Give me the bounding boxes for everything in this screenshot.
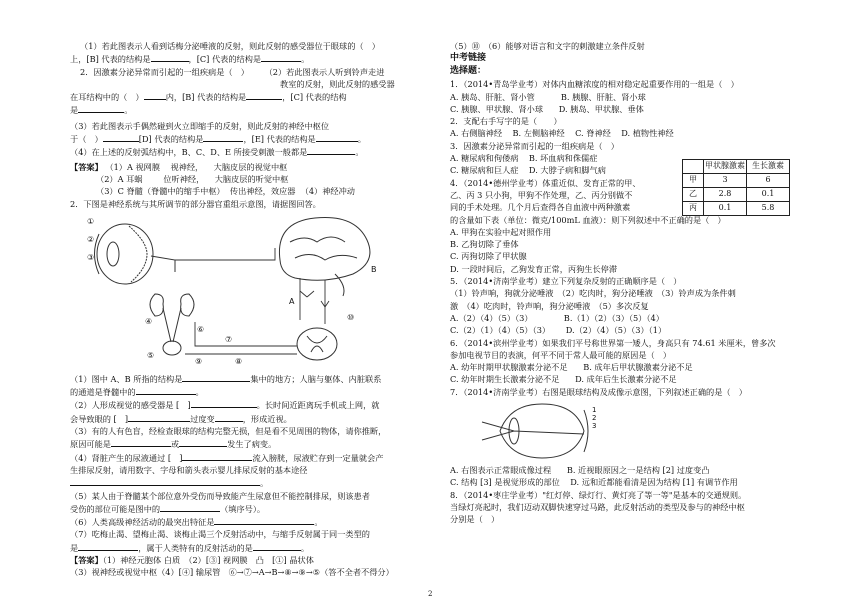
- question-5: 5．（2014•济南学业考）建立下列复杂反射的正确顺序是（ ）: [450, 276, 682, 287]
- table-cell: 乙: [683, 188, 704, 202]
- page-number: 2: [428, 590, 433, 598]
- question-8: 分别是（ ）: [450, 514, 500, 525]
- question-2: 2．支配右手写字的是（ ）: [450, 116, 562, 127]
- table-header-row: [683, 160, 790, 174]
- answer1-row: 【答案】 （1）A 视网膜 视神经， 大脑皮层的视觉中枢: [70, 161, 288, 172]
- q2-line: 是 ，属于人类特有的反射活动的是 。: [70, 542, 310, 553]
- table-header: 甲状腺激素: [704, 160, 747, 174]
- q1-line: 上，[B] 代表的结构是 ，[C] 代表的结构是 。: [70, 54, 310, 65]
- eye-label-1: 1: [592, 406, 597, 415]
- left-column: [70, 40, 435, 579]
- q4-option: C. 丙狗切除了甲状腺: [450, 251, 527, 262]
- q1-line: （3）若此图表示手偶然碰到火立即缩手的反射，则此反射的神经中枢位: [70, 120, 330, 131]
- right-column: [450, 40, 795, 526]
- section-heading: 中考链接: [450, 53, 487, 64]
- question-8: 当绿灯亮起时，我们迈动双脚快速穿过马路，此反射活动的类型及参与的神经中枢: [450, 501, 745, 512]
- table-cell: 3: [704, 174, 747, 188]
- q2-line: （1）图中 A、B 所指的结构是 集中的地方；人脑与躯体、内脏联系: [70, 373, 382, 384]
- question-7: 7．（2014•济南学业考）右图是眼球结构及成像示意图，下列叙述正确的是（ ）: [450, 386, 747, 397]
- q2-title: 2．下图是神经系统与其所调节的部分器官重组示意图，请据图回答。: [70, 198, 321, 209]
- table-row: [683, 188, 790, 202]
- q2-line: 的通道是脊髓中的 。: [70, 387, 204, 398]
- table-cell: 丙: [683, 202, 704, 216]
- eye-label-2: 2: [592, 414, 597, 423]
- answer1-row: （2）A 耳蜗 位听神经， 大脑皮层的听觉中枢: [96, 173, 289, 184]
- table-cell: 6: [747, 174, 790, 188]
- q2-line: 原因可能是 或 发生了病变。: [70, 439, 277, 450]
- q2-line: 会导致眼的 [ ] 过度变 ，形成近视。: [70, 413, 292, 424]
- answer1-row: （3）C 脊髓（脊髓中的缩手中枢） 传出神经，效应器 （4）神经冲动: [96, 186, 355, 197]
- label-1: ①: [87, 216, 95, 226]
- table-cell: 0.1: [747, 188, 790, 202]
- q2-line: （6）人类高级神经活动的最突出特征是 。: [70, 517, 323, 528]
- label-8: ⑧: [235, 356, 243, 366]
- q2-line: 。: [70, 476, 435, 489]
- q2-line: （3）有的人有色盲，经检查眼球的结构完整无损，但是看不见周围的物体，请你推断，: [70, 426, 387, 437]
- q4-option: A. 甲狗在实验中起对照作用: [450, 226, 552, 237]
- q7-options: C. 结构 [3] 是视觉形成的部位 D. 远和近都能看清是因为结构 [1] 有调节作用: [450, 477, 738, 488]
- q5-items: 激 （4）吃肉时，铃声响，狗分泌唾液 （5）多次反复: [450, 300, 649, 311]
- question-4: 4．（2014•德州学业考）体重近似、发育正常的甲、: [450, 177, 641, 188]
- eye-drawing: [95, 224, 176, 284]
- table-row: [683, 202, 790, 216]
- q1-line: （1）若此图表示人看到话梅分泌唾液的反射，则此反射的感受器位于眼球的（ ）: [80, 41, 380, 51]
- question-4: 同的手术处理。几个月后查得各自血液中两种激素: [450, 202, 631, 213]
- table-cell: 5.8: [747, 202, 790, 216]
- q1-line: （4）在上述的反射弧结构中，B、C、D、E 所接受刺激一般都是 。: [70, 147, 364, 158]
- q1-options: C. 胰腺、甲状腺、肾小球 D. 胰岛、甲状腺、垂体: [450, 103, 644, 114]
- label-9: ⑨: [195, 356, 203, 366]
- label-10: ⑩: [347, 312, 355, 322]
- q2-line: （2）人形成视觉的感受器是 [ ] 。长时间近距离玩手机或上网，就: [70, 400, 380, 411]
- subsection-heading: 选择题：: [450, 66, 487, 77]
- eye-imaging-diagram: [480, 400, 610, 462]
- diagram-figure: [85, 212, 385, 370]
- label-5: ⑤: [147, 350, 155, 360]
- hormone-table: [682, 159, 790, 216]
- connection-lines: [175, 248, 329, 354]
- eye-labels: [592, 406, 596, 430]
- label-2: ②: [87, 234, 95, 244]
- question-1: 1．（2014•青岛学业考）对体内血糖浓度的相对稳定起重要作用的一组是（ ）: [450, 79, 739, 90]
- q2-line: （7）吃梅止渴、望梅止渴、谈梅止渴三个反射活动中，与缩手反射属于同一类型的: [70, 529, 370, 540]
- label-B: B: [371, 264, 377, 274]
- label-7: ⑦: [225, 334, 233, 344]
- table-cell: 2.8: [704, 188, 747, 202]
- question-6: 6．（2014•滨州学业考）如果我们平号称世界第一矮人，身高只有 74.61 米厘米，曾多次: [450, 337, 776, 348]
- table-row: [683, 174, 790, 188]
- table-header: 生长激素: [747, 160, 790, 174]
- q1-line: 在耳结构中的（ ） 内，[B] 代表的结构是 ，[C] 代表的结构: [70, 92, 347, 103]
- answer2-row: 【答案】（1）神经元胞体 白质 （2）[③] 视网膜 凸 [①] 晶状体: [70, 555, 314, 566]
- q4-option: D. 一段时间后，乙狗发育正常，丙狗生长停滞: [450, 263, 618, 274]
- q1-line: 2．因激素分泌异常而引起的一组疾病是（ ） （2）若此图表示人听到铃声走进: [80, 66, 385, 77]
- q7-options: A. 右图表示正常眼成像过程 B. 近视眼原因之一是结构 [2] 过度变凸: [450, 465, 710, 476]
- q6-options: C. 幼年时期生长激素分泌不足 D. 成年后生长激素分泌不足: [450, 374, 677, 385]
- q3-options: A. 糖尿病和佝偻病 B. 坏血病和侏儒症: [450, 153, 598, 164]
- q4-option: B. 乙狗切除了垂体: [450, 239, 519, 250]
- q6-options: A. 幼年时期甲状腺激素分泌不足 B. 成年后甲状腺激素分泌不足: [450, 362, 693, 373]
- q5-options: A.（2）（4）（5）（3） B.（1）（2）（3）（5）（4）: [450, 312, 664, 323]
- question-3: 3．因激素分泌异常而引起的一组疾病是（ ）: [450, 140, 619, 151]
- question-4: 的含量如下表（单位：微克/100mL 血液）：则下列叙述中不正确的是（ ）: [450, 214, 726, 225]
- question-4: 乙、丙 3 只小狗，甲狗不作处理，乙、丙分别做不: [450, 189, 633, 200]
- diagram-labels: [87, 217, 377, 366]
- q2-line: （5）某人由于脊髓某个部位意外受伤而导致能产生尿意但不能控制排尿，则该患者: [70, 490, 370, 501]
- q1-line: 教室的反射，则此反射的感受器: [280, 78, 395, 89]
- nervous-system-diagram: [85, 212, 385, 370]
- q2-line: 受伤的部位可能是图中的 （填序号）。: [70, 503, 266, 514]
- spinal-cord-drawing: [297, 328, 337, 360]
- table-cell: 0.1: [704, 202, 747, 216]
- q3-options: C. 糖尿病和巨人症 D. 大脖子病和脚气病: [450, 165, 606, 176]
- q1-line: 于（ ） [D] 代表的结构是 ，[E] 代表的结构是 。: [70, 134, 366, 145]
- prev-answer-line: （5）⑩ （6）能够对语言和文字的刺激建立条件反射: [450, 41, 645, 51]
- label-3: ③: [87, 252, 95, 262]
- eye-label-3: 3: [592, 422, 597, 431]
- q1-line: 是 。: [70, 105, 133, 116]
- label-6: ⑥: [197, 324, 205, 334]
- q5-options: C.（2）（1）（4）（5）（3） D.（2）（4）（5）（3）（1）: [450, 325, 667, 336]
- question-6: 参加电视节目的表演，何平不同于常人最可能的原因是（ ）: [450, 349, 672, 360]
- q2-options: A. 右侧脑神经 B. 左侧脑神经 C. 脊神经 D. 植物性神经: [450, 128, 674, 139]
- eye-shape: [482, 404, 588, 458]
- label-4: ④: [145, 316, 153, 326]
- kidney-drawing: [150, 294, 194, 355]
- table-cell: 甲: [683, 174, 704, 188]
- label-A: A: [289, 296, 295, 306]
- q2-line: （4）肾脏产生的尿液通过 [ ] 流入膀胱，尿液贮存到一定量就会产: [70, 452, 384, 463]
- table-cell: [683, 160, 704, 174]
- answer2-row: （3）视神经或视觉中枢（4）[④] 输尿管 ⑥→⑦→A→B→⑧→⑨→⑤（答不全者不得分）: [70, 567, 394, 578]
- q5-items: （1）铃声响，狗就分泌唾液 （2）吃肉时，狗分泌唾液 （3）铃声成为条件刺: [450, 288, 736, 299]
- q1-options: A. 胰岛、肝脏、肾小管 B. 胰腺、肝脏、肾小球: [450, 91, 646, 102]
- question-8: 8．（2014•枣庄学业考）"红灯停、绿灯行、黄灯亮了等一等"是基本的交通规则。: [450, 489, 747, 500]
- q2-line: 生排尿反射，请用数字、字母和箭头表示婴儿排尿反射的基本途径: [70, 464, 308, 475]
- eye-figure: [480, 400, 610, 462]
